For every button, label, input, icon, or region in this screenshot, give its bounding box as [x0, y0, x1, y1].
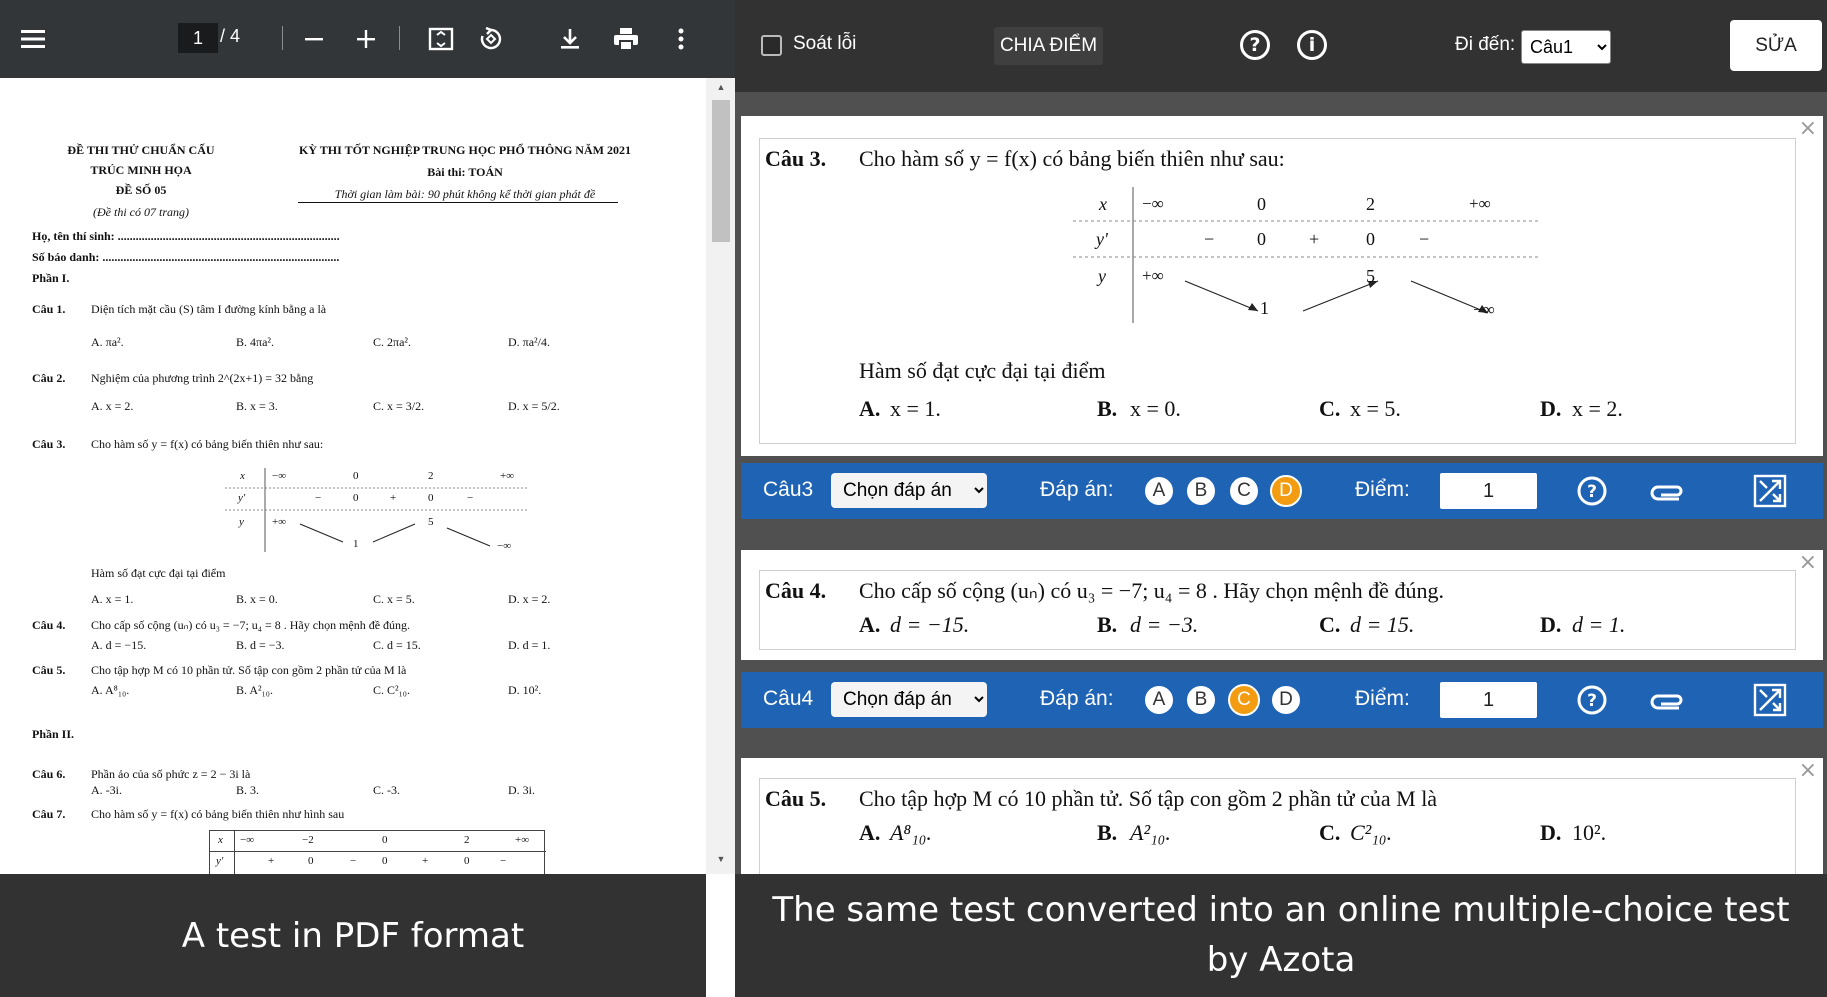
- q7-table-pinf: +∞: [515, 834, 530, 846]
- header-right-line1: KỲ THI TỐT NGHIỆP TRUNG HỌC PHỔ THÔNG NĂM 2021: [299, 143, 631, 157]
- answer-bar-question: Câu4: [763, 687, 814, 710]
- help-icon[interactable]: [1575, 473, 1609, 509]
- option-b-button[interactable]: B: [1185, 684, 1217, 716]
- q7-table-zero-a: 0: [308, 855, 314, 867]
- score-label: Điểm:: [1355, 687, 1410, 710]
- option-c-label: C.: [1319, 396, 1341, 421]
- table-yp-minus: −: [1204, 229, 1215, 249]
- question-text: Cho tập hợp M có 10 phần tử. Số tập con gồm 2 phần tử của M là: [859, 786, 1438, 811]
- question-text: Cho hàm số y = f(x) có bảng biến thiên như sau:: [859, 146, 1285, 171]
- q3-table-plus: +: [390, 492, 397, 504]
- option-c-value: x = 5.: [1350, 396, 1401, 421]
- q6-text: Phần ảo của số phức z = 2 − 3i là: [91, 767, 251, 781]
- header-left-line1: ĐỀ THI THỬ CHUẨN CẤU: [67, 143, 215, 157]
- question-text: Cho cấp số cộng (uₙ) có u₃ = −7; u₄ = 8 . Hãy chọn mệnh đề đúng.: [859, 578, 1444, 603]
- question-label: Câu 3.: [765, 146, 827, 171]
- info-icon[interactable]: i: [1297, 30, 1327, 60]
- q1-option-a: A. πa².: [91, 335, 124, 349]
- q4-option-b: B. d = −3.: [236, 638, 285, 652]
- q4-option-d: D. d = 1.: [508, 638, 551, 652]
- paperclip-icon[interactable]: [1647, 682, 1687, 718]
- q1-option-d: D. πa²/4.: [508, 335, 550, 349]
- q2-option-b: B. x = 3.: [236, 399, 278, 413]
- q5-option-a: A. A⁸₁₀.: [91, 683, 130, 697]
- option-a-label: A.: [859, 396, 881, 421]
- option-a-value: d = −15.: [890, 612, 970, 637]
- q3-label: Câu 3.: [32, 437, 66, 451]
- azota-editor: [735, 0, 1827, 874]
- q3-variation-table: [225, 466, 527, 554]
- q3-table-zero2: 0: [353, 492, 359, 504]
- q7-table-m2: −2: [302, 834, 314, 846]
- option-d-label: D.: [1540, 612, 1562, 637]
- question-label: Câu 4.: [765, 578, 827, 603]
- answer-bar: [741, 463, 1823, 519]
- score-label: Điểm:: [1355, 478, 1410, 501]
- option-b-button[interactable]: B: [1185, 475, 1217, 507]
- option-d-value: 10².: [1572, 820, 1607, 845]
- q3-table-zero: 0: [353, 470, 359, 482]
- q7-table-zero-c: 0: [464, 855, 470, 867]
- q7-table-zero: 0: [382, 834, 388, 846]
- q5-option-c: C. C²₁₀.: [373, 683, 410, 697]
- option-d-button[interactable]: D: [1270, 684, 1302, 716]
- table-x-two: 2: [1366, 194, 1375, 214]
- option-c-button[interactable]: C: [1228, 475, 1260, 507]
- q3-text: Cho hàm số y = f(x) có bảng biến thiên như sau:: [91, 437, 324, 451]
- header-left-line2: TRÚC MINH HỌA: [90, 163, 192, 177]
- table-x-pinf: +∞: [1469, 194, 1491, 213]
- header-left-line3: ĐỀ SỐ 05: [115, 183, 167, 197]
- q2-option-d: D. x = 5/2.: [508, 399, 560, 413]
- q4-label: Câu 4.: [32, 618, 66, 632]
- table-y-one: 1: [1260, 298, 1269, 318]
- fit-page-icon[interactable]: [422, 20, 460, 58]
- question-stem: Hàm số đạt cực đại tại điểm: [859, 358, 1106, 383]
- help-icon[interactable]: [1575, 682, 1609, 718]
- option-c-value: C²₁₀.: [1350, 820, 1393, 845]
- q3-stem: Hàm số đạt cực đại tại điểm: [91, 566, 226, 580]
- table-yp-minus2: −: [1419, 229, 1430, 249]
- goto-label: Đi đến:: [1455, 34, 1516, 55]
- q7-table-x: x: [218, 834, 223, 846]
- toolbar-divider: [282, 26, 283, 50]
- soat-loi-checkbox[interactable]: [761, 35, 782, 56]
- q7-table-minus: −: [350, 855, 357, 867]
- table-y-label: y: [1098, 266, 1106, 286]
- option-d-value: d = 1.: [1572, 612, 1626, 637]
- table-yp-plus: +: [1309, 229, 1320, 249]
- edit-button[interactable]: SỬA: [1730, 20, 1822, 71]
- question-label: Câu 5.: [765, 786, 827, 811]
- q6-option-d: D. 3i.: [508, 783, 535, 797]
- q3-table-pinf: +∞: [500, 470, 515, 482]
- page-number-input[interactable]: 1: [178, 23, 218, 53]
- table-y-pinf: +∞: [1142, 266, 1164, 285]
- panel-divider: [706, 874, 735, 997]
- close-icon[interactable]: ×: [1798, 550, 1817, 575]
- option-c-label: C.: [1319, 612, 1341, 637]
- question-content: [759, 570, 1796, 650]
- table-x-ninf: −∞: [1142, 194, 1164, 213]
- option-a-label: A.: [859, 820, 881, 845]
- q3-option-c: C. x = 5.: [373, 592, 415, 606]
- candidate-name-line: Họ, tên thí sinh: ..........................................................................: [32, 229, 340, 243]
- svg-text:?: ?: [1587, 691, 1597, 711]
- q7-table-plus: +: [268, 855, 275, 867]
- q2-text: Nghiệm của phương trình 2^(2x+1) = 32 bằng: [91, 371, 314, 385]
- more-icon[interactable]: [662, 20, 700, 58]
- part-2-heading: Phần II.: [32, 727, 75, 741]
- azota-toolbar: [735, 0, 1827, 92]
- q7-text: Cho hàm số y = f(x) có bảng biến thiên như hình sau: [91, 807, 345, 821]
- q4-option-a: A. d = −15.: [91, 638, 147, 652]
- q5-option-b: B. A²₁₀.: [236, 683, 273, 697]
- q3-table-minus: −: [315, 492, 322, 504]
- q5-text: Cho tập hợp M có 10 phần tử. Số tập con gồm 2 phần tử của M là: [91, 663, 407, 677]
- q2-option-c: C. x = 3/2.: [373, 399, 425, 413]
- option-a-button[interactable]: A: [1143, 475, 1175, 507]
- q3-option-a: A. x = 1.: [91, 592, 134, 606]
- q1-option-c: C. 2πa².: [373, 335, 411, 349]
- option-d-label: D.: [1540, 396, 1562, 421]
- paperclip-icon[interactable]: [1647, 473, 1687, 509]
- toolbar-divider: [399, 26, 400, 50]
- q2-label: Câu 2.: [32, 371, 66, 385]
- answer-select[interactable]: [831, 473, 987, 508]
- pdf-scrollbar-thumb[interactable]: [712, 100, 730, 242]
- answer-select[interactable]: [831, 682, 987, 717]
- q7-table-minus2: −: [500, 855, 507, 867]
- q7-table-yp: y': [216, 855, 224, 867]
- q1-option-b: B. 4πa².: [236, 335, 274, 349]
- option-b-value: d = −3.: [1130, 612, 1199, 637]
- variation-table: [1073, 187, 1538, 323]
- q7-table-zero-b: 0: [382, 855, 388, 867]
- q1-label: Câu 1.: [32, 302, 66, 316]
- q7-table-plus2: +: [422, 855, 429, 867]
- answer-label: Đáp án:: [1040, 478, 1114, 501]
- table-y-ninf: −∞: [1473, 300, 1495, 319]
- table-yp-label: y': [1096, 229, 1108, 249]
- option-a-label: A.: [859, 612, 881, 637]
- option-a-value: x = 1.: [890, 396, 941, 421]
- question-card: [741, 116, 1823, 456]
- option-b-value: x = 0.: [1130, 396, 1181, 421]
- question-content: [759, 778, 1796, 874]
- header-right-line2: Bài thi: TOÁN: [427, 165, 503, 179]
- help-icon[interactable]: ?: [1240, 30, 1270, 60]
- svg-text:?: ?: [1587, 482, 1597, 502]
- option-c-label: C.: [1319, 820, 1341, 845]
- header-left-line4: (Đề thi có 07 trang): [93, 205, 189, 219]
- close-icon[interactable]: ×: [1798, 116, 1817, 141]
- download-icon[interactable]: [551, 20, 589, 58]
- question-content: [759, 138, 1796, 444]
- page-total: / 4: [220, 26, 241, 46]
- q4-option-c: C. d = 15.: [373, 638, 421, 652]
- option-a-value: A⁸₁₀.: [890, 820, 932, 845]
- pdf-viewer: [0, 0, 736, 874]
- option-b-label: B.: [1097, 612, 1118, 637]
- q2-option-a: A. x = 2.: [91, 399, 134, 413]
- option-b-label: B.: [1097, 396, 1118, 421]
- q1-text: Diện tích mặt cầu (S) tâm I đường kính bằng a là: [91, 302, 327, 316]
- caption-left: A test in PDF format: [0, 874, 706, 997]
- option-d-label: D.: [1540, 820, 1562, 845]
- answer-bar: [741, 672, 1823, 728]
- rotate-icon[interactable]: [472, 20, 510, 58]
- q3-table-yp: y': [238, 492, 246, 504]
- scroll-up-icon[interactable]: ▲: [716, 82, 726, 92]
- table-x-label: x: [1099, 194, 1107, 214]
- menu-icon[interactable]: [14, 20, 52, 58]
- q5-option-d: D. 10².: [508, 683, 542, 697]
- q6-option-a: A. -3i.: [91, 783, 122, 797]
- q3-table-y: y: [239, 516, 244, 528]
- plus-icon[interactable]: [347, 20, 385, 58]
- part-1-heading: Phần I.: [32, 271, 70, 285]
- option-b-value: A²₁₀.: [1130, 820, 1171, 845]
- q7-label: Câu 7.: [32, 807, 66, 821]
- q7-variation-table: [209, 830, 545, 874]
- shuffle-icon[interactable]: [1752, 682, 1788, 718]
- table-yp-zero2: 0: [1366, 229, 1375, 249]
- q3-table-x: x: [240, 470, 245, 482]
- header-underline: [298, 202, 618, 203]
- minus-icon[interactable]: [295, 20, 333, 58]
- q3-table-y-pinf: +∞: [272, 516, 287, 528]
- table-y-five: 5: [1366, 266, 1375, 286]
- q6-option-c: C. -3.: [373, 783, 400, 797]
- option-b-label: B.: [1097, 820, 1118, 845]
- q4-text: Cho cấp số cộng (uₙ) có u₃ = −7; u₄ = 8 . Hãy chọn mệnh đề đúng.: [91, 618, 411, 632]
- score-input[interactable]: [1440, 473, 1537, 509]
- q6-option-b: B. 3.: [236, 783, 260, 797]
- q3-table-y-ninf: −∞: [497, 540, 512, 552]
- shuffle-icon[interactable]: [1752, 473, 1788, 509]
- q3-option-d: D. x = 2.: [508, 592, 551, 606]
- q3-option-b: B. x = 0.: [236, 592, 278, 606]
- header-right-line3: Thời gian làm bài: 90 phút không kể thời gian phát đề: [334, 187, 596, 201]
- close-icon[interactable]: ×: [1798, 758, 1817, 783]
- answer-label: Đáp án:: [1040, 687, 1114, 710]
- question-card: [741, 550, 1823, 660]
- pdf-toolbar: [0, 0, 736, 78]
- q7-table-ninf: −∞: [240, 834, 255, 846]
- q5-label: Câu 5.: [32, 663, 66, 677]
- q3-table-zero3: 0: [428, 492, 434, 504]
- goto-select[interactable]: [1521, 30, 1611, 64]
- option-a-button[interactable]: A: [1143, 684, 1175, 716]
- candidate-number-line: Số báo danh: ...............................................................................: [32, 250, 340, 264]
- option-c-button[interactable]: C: [1228, 684, 1260, 716]
- question-card: [741, 758, 1823, 874]
- print-icon[interactable]: [607, 20, 645, 58]
- option-d-value: x = 2.: [1572, 396, 1623, 421]
- chia-diem-button[interactable]: CHIA ĐIỂM: [994, 27, 1103, 65]
- table-x-zero: 0: [1257, 194, 1266, 214]
- q3-table-y-five: 5: [428, 516, 434, 528]
- q7-table-two: 2: [464, 834, 470, 846]
- score-input[interactable]: [1440, 682, 1537, 718]
- answer-bar-question: Câu3: [763, 478, 814, 501]
- table-yp-zero: 0: [1257, 229, 1266, 249]
- option-d-button[interactable]: D: [1270, 475, 1302, 507]
- q3-table-ninf: −∞: [272, 470, 287, 482]
- q3-table-y-one: 1: [353, 538, 359, 550]
- soat-loi-label: Soát lỗi: [793, 33, 857, 54]
- caption-right: The same test converted into an online multiple-choice test by Azota: [735, 874, 1827, 997]
- scroll-down-icon[interactable]: ▼: [716, 854, 726, 864]
- pdf-page: [0, 78, 706, 874]
- q6-label: Câu 6.: [32, 767, 66, 781]
- q3-table-two: 2: [428, 470, 434, 482]
- q3-table-minus2: −: [467, 492, 474, 504]
- option-c-value: d = 15.: [1350, 612, 1415, 637]
